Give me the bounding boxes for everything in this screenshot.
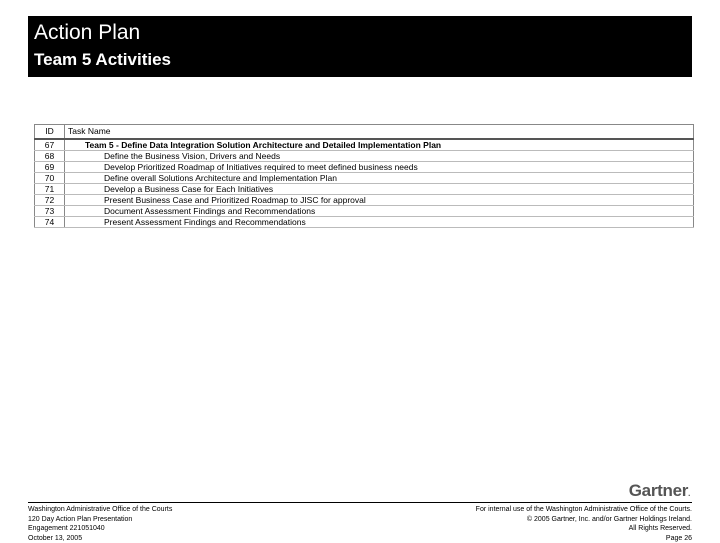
footer-right-line: For internal use of the Washington Administrative Office of the Courts. (476, 505, 692, 515)
page-subtitle: Team 5 Activities (34, 50, 171, 70)
task-name: Define overall Solutions Architecture and Implementation Plan (65, 173, 694, 184)
task-name: Define the Business Vision, Drivers and Needs (65, 151, 694, 162)
header-bar (28, 16, 692, 77)
footer-right-line: © 2005 Gartner, Inc. and/or Gartner Holdings Ireland. (476, 515, 692, 525)
logo-dot: . (688, 489, 690, 498)
footer-divider (28, 502, 692, 503)
footer-left-line: 120 Day Action Plan Presentation (28, 515, 172, 525)
gartner-logo (629, 481, 690, 501)
table-row (35, 217, 694, 228)
task-name: Develop Prioritized Roadmap of Initiatives required to meet defined business needs (65, 162, 694, 173)
footer-left-line: Engagement 221051040 (28, 524, 172, 534)
footer-right-line: All Rights Reserved. (476, 524, 692, 534)
table-header-row (35, 125, 694, 140)
table-row (35, 162, 694, 173)
task-id: 72 (35, 195, 65, 206)
footer-page-number: Page 26 (476, 534, 692, 543)
table-row (35, 184, 694, 195)
logo-text: Gartner (629, 481, 688, 500)
table-row (35, 195, 694, 206)
task-id: 73 (35, 206, 65, 217)
column-header-task-name: Task Name (65, 125, 694, 140)
task-id: 74 (35, 217, 65, 228)
task-name: Document Assessment Findings and Recommendations (65, 206, 694, 217)
footer-left-line: Washington Administrative Office of the Courts (28, 505, 172, 515)
task-id: 68 (35, 151, 65, 162)
table-row (35, 173, 694, 184)
task-name: Present Assessment Findings and Recommendations (65, 217, 694, 228)
table-row (35, 139, 694, 151)
table-row (35, 151, 694, 162)
page-title: Action Plan (34, 21, 140, 45)
task-name: Team 5 - Define Data Integration Solution Architecture and Detailed Implementation Plan (65, 139, 694, 151)
task-table (34, 124, 694, 228)
footer-left (28, 505, 172, 543)
table-row (35, 206, 694, 217)
task-name: Develop a Business Case for Each Initiatives (65, 184, 694, 195)
footer-left-line: October 13, 2005 (28, 534, 172, 543)
column-header-id: ID (35, 125, 65, 140)
task-id: 69 (35, 162, 65, 173)
task-id: 67 (35, 139, 65, 151)
task-name: Present Business Case and Prioritized Roadmap to JISC for approval (65, 195, 694, 206)
footer-right (476, 505, 692, 543)
task-id: 70 (35, 173, 65, 184)
task-id: 71 (35, 184, 65, 195)
